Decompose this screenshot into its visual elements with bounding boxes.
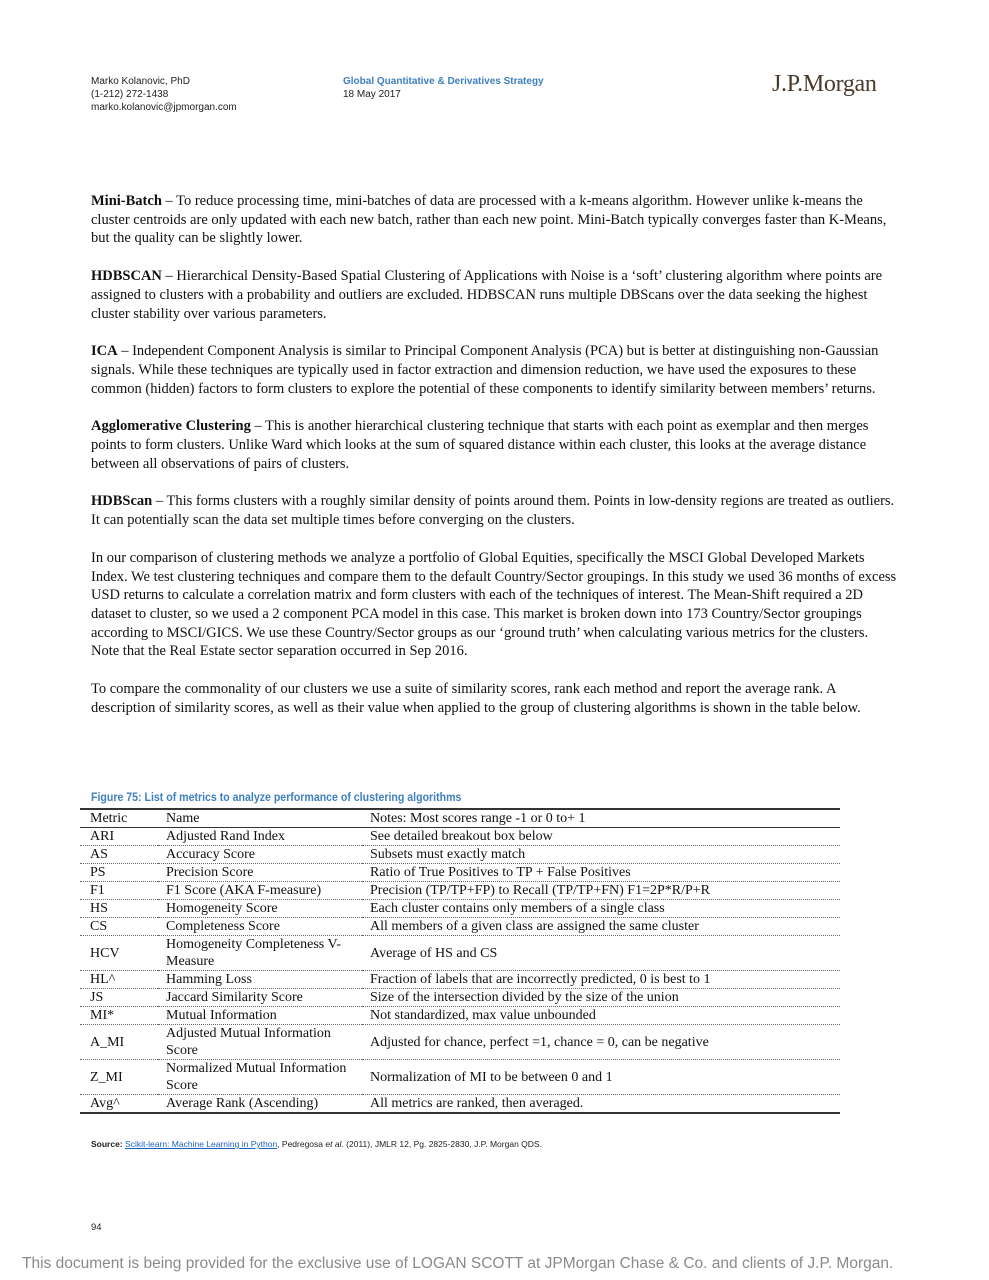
source-label: Source:: [91, 1139, 123, 1149]
paragraph-text: – Independent Component Analysis is similar to Principal Component Analysis (PCA) but is better at distinguishing non-Gaussian signals. While these techniques are typically used in factor extraction and dimension reduction, we have used the exposures to these common (hidden) factors to form clusters to explore the potential of these components to identify similarity between members’ returns.: [91, 343, 879, 397]
notes-cell: Size of the intersection divided by the size of the union: [362, 989, 840, 1007]
notes-cell: Average of HS and CS: [362, 936, 840, 971]
table-row: [80, 1007, 840, 1025]
paragraph-ica: [91, 342, 897, 398]
name-cell: Mutual Information: [158, 1007, 362, 1025]
metrics-table: [80, 808, 840, 1114]
figure-caption: Figure 75: List of metrics to analyze performance of clustering algorithms: [91, 792, 462, 804]
metric-cell: HCV: [80, 936, 158, 971]
metric-cell: Z_MI: [80, 1060, 158, 1095]
notes-cell: Not standardized, max value unbounded: [362, 1007, 840, 1025]
metric-cell: ARI: [80, 828, 158, 846]
paragraph-comparison: [91, 549, 897, 661]
report-date: 18 May 2017: [343, 89, 401, 100]
paragraph-text: – This forms clusters with a roughly similar density of points around them. Points in low-density regions are treated as outliers. It can potentially scan the data set multiple times before converging on the clusters.: [91, 493, 895, 529]
notes-cell: Each cluster contains only members of a single class: [362, 900, 840, 918]
metric-cell: AS: [80, 846, 158, 864]
department-block: [343, 75, 544, 101]
name-cell: F1 Score (AKA F-measure): [158, 882, 362, 900]
paragraph-hdbscan: [91, 267, 897, 323]
notes-cell: All metrics are ranked, then averaged.: [362, 1095, 840, 1114]
notes-cell: Ratio of True Positives to TP + False Positives: [362, 864, 840, 882]
footer-text: This document is being provided for the exclusive use of LOGAN SCOTT at JPMorgan Chase & Co. and clients of J.P. Morgan.: [22, 1255, 894, 1272]
table-row: [80, 900, 840, 918]
name-cell: Adjusted Mutual Information Score: [158, 1025, 362, 1060]
author-phone: (1-212) 272-1438: [91, 89, 169, 100]
notes-cell: See detailed breakout box below: [362, 828, 840, 846]
paragraph-similarity: [91, 680, 897, 717]
paragraph-text: – This is another hierarchical clustering technique that starts with each point as exemplar and then merges points to form clusters. Unlike Ward which looks at the sum of squared distance within each cluster, this looks at the average distance between all observations of pairs of clusters.: [91, 418, 869, 472]
paragraph-text: – To reduce processing time, mini-batches of data are processed with a k-means algorithm. However unlike k-means the cluster centroids are only updated with each new batch, rather than each new point. Mini-Batch typically converges faster than K-Means, but the quality can be slightly lower.: [91, 193, 887, 247]
jpmorgan-logo: J.P.Morgan: [772, 71, 877, 97]
notes-cell: All members of a given class are assigned the same cluster: [362, 918, 840, 936]
notes-cell: Adjusted for chance, perfect =1, chance = 0, can be negative: [362, 1025, 840, 1060]
source-text: , Pedregosa: [277, 1139, 326, 1149]
table-row: [80, 828, 840, 846]
name-cell: Adjusted Rand Index: [158, 828, 362, 846]
metric-cell: Avg^: [80, 1095, 158, 1114]
notes-cell: Precision (TP/TP+FP) to Recall (TP/TP+FN) F1=2P*R/P+R: [362, 882, 840, 900]
table-row: [80, 1095, 840, 1114]
table-row: [80, 1025, 840, 1060]
department-name: Global Quantitative & Derivatives Strategy: [343, 76, 544, 87]
paragraph-mini-batch: [91, 192, 897, 248]
header-cell-notes: Notes: Most scores range -1 or 0 to+ 1: [362, 809, 840, 828]
name-cell: Homogeneity Completeness V-Measure: [158, 936, 362, 971]
body-text: [91, 192, 897, 736]
metric-cell: CS: [80, 918, 158, 936]
term: HDBSCAN: [91, 268, 162, 285]
notes-cell: Fraction of labels that are incorrectly predicted, 0 is best to 1: [362, 971, 840, 989]
metric-cell: HS: [80, 900, 158, 918]
notes-cell: Normalization of MI to be between 0 and 1: [362, 1060, 840, 1095]
paragraph-text: To compare the commonality of our clusters we use a suite of similarity scores, rank each method and report the average rank. A description of similarity scores, as well as their value when applied to the group of clustering algorithms is shown in the table below.: [91, 681, 861, 716]
author-email: marko.kolanovic@jpmorgan.com: [91, 102, 237, 113]
name-cell: Jaccard Similarity Score: [158, 989, 362, 1007]
name-cell: Normalized Mutual Information Score: [158, 1060, 362, 1095]
metric-cell: HL^: [80, 971, 158, 989]
name-cell: Homogeneity Score: [158, 900, 362, 918]
paragraph-text: In our comparison of clustering methods we analyze a portfolio of Global Equities, specifically the MSCI Global Developed Markets Index. We test clustering techniques and compare them to the default Country/Sector groupings. In this study we used 36 months of excess USD returns to calculate a correlation matrix and form clusters with each of the techniques of interest. The Mean-Shift required a 2D dataset to cluster, so we used a 2 component PCA model in this case. This market is broken down into 173 Country/Sector groupings according to MSCI/GICS. We use these Country/Sector groups as our ‘ground truth’ when calculating various metrics for the clusters. Note that the Real Estate sector separation occurred in Sep 2016.: [91, 549, 897, 660]
term: Mini-Batch: [91, 193, 162, 209]
term: HDBScan: [91, 493, 153, 510]
metrics-table-body: [80, 809, 840, 1113]
header-cell-metric: Metric: [80, 809, 158, 828]
table-row: [80, 936, 840, 971]
table-row: [80, 1060, 840, 1095]
table-row: [80, 989, 840, 1007]
source-link[interactable]: Scikit-learn: Machine Learning in Python: [125, 1139, 278, 1149]
metric-cell: PS: [80, 864, 158, 882]
author-name: Marko Kolanovic, PhD: [91, 76, 190, 87]
table-header-row: [80, 809, 840, 828]
table-row: [80, 846, 840, 864]
source-text-2: (2011), JMLR 12, Pg. 2825-2830, J.P. Morgan QDS.: [343, 1139, 542, 1149]
paragraph-hdbscan-2: [91, 492, 897, 529]
table-row: [80, 864, 840, 882]
paragraph-text: – Hierarchical Density-Based Spatial Clustering of Applications with Noise is a ‘soft’ clustering algorithm where points are assigned to clusters with a probability and outliers are excluded. HDBSCAN runs multiple DBScans over the data seeking the highest cluster stability over various parameters.: [91, 268, 883, 322]
page-number: 94: [91, 1222, 102, 1233]
table-row: [80, 918, 840, 936]
author-block: [91, 75, 237, 114]
metric-cell: JS: [80, 989, 158, 1007]
table-row: [80, 971, 840, 989]
metric-cell: A_MI: [80, 1025, 158, 1060]
name-cell: Hamming Loss: [158, 971, 362, 989]
table-row: [80, 882, 840, 900]
name-cell: Completeness Score: [158, 918, 362, 936]
paragraph-agglomerative: [91, 417, 897, 473]
source-et-al: et al.: [325, 1139, 344, 1149]
name-cell: Precision Score: [158, 864, 362, 882]
name-cell: Average Rank (Ascending): [158, 1095, 362, 1114]
name-cell: Accuracy Score: [158, 846, 362, 864]
metric-cell: MI*: [80, 1007, 158, 1025]
metric-cell: F1: [80, 882, 158, 900]
term: ICA: [91, 343, 118, 360]
figure-source: [91, 1139, 542, 1149]
notes-cell: Subsets must exactly match: [362, 846, 840, 864]
term: Agglomerative Clustering: [91, 418, 251, 435]
header-cell-name: Name: [158, 809, 362, 828]
